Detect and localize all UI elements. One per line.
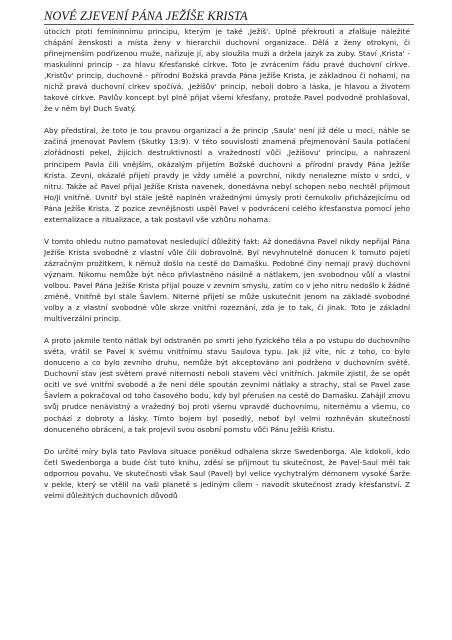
header-rule [44, 24, 414, 25]
running-header-title: NOVÉ ZJEVENÍ PÁNA JEŽÍŠE KRISTA [44, 9, 248, 23]
paragraph-5: Do určité míry byla tato Pavlova situace poněkud odhalena skrze Swedenborga. Ale kdokoli, kdo četl Swedenborga a bude číst tuto knihu, zděsí se přijmout tu skutečnost, že Pavel-Saul měl tak odpornou povahu. Ve skutečnosti však Saul (Pavel) byl velice vychytralým démonem vysoké Šarže v pekle, který se vtělil na vaši planetě s jediným cílem - navodit skutečnost zrady křesťanství. Z velmi důležitých duchovních důvodů [44, 446, 410, 500]
paragraph-1: útocích proti femininnímu principu, kterým je také ‚Ježíš'. Úplně překroutí a zfalšuje náležité chápání ženskosti a místa ženy v hierarchii duchovní organizace. Dělá z ženy otrokyni, či přinejmenším podřízenou muže, nařizuje jí, aby sloužila muži a držela jazyk za zuby. Staví ‚Krista' - maskulinní princip - za hlavu Křesťanské církve. Toto je zvrácením řádu pravé duchovní církve. ‚Kristův' princip, duchovně - přírodní Božská pravda Pána Ježíše Krista, je základnou či nohami, na nichž pravá duchovní církev spočívá. ‚Ježíšův' princip, neboli dobro a láska, je hlavou a životem takové církve. Pavlův koncept byl plně přijat všemi křesťany, protože Pavel podvodně prohlašoval, že v něm byl Duch Svatý. [44, 27, 410, 114]
body-text [44, 26, 410, 501]
paragraph-4: A proto jakmile tento nátlak byl odstraněn po smrti jeho fyzického těla a po vstupu do duchovního světa, vrátil se Pavel k svému vnitřnímu stavu Saulova typu. Jak již víte, nic z toho, co bylo donuceno a co bylo zevního druhu, nemůže být akceptováno ani podrženo v duchovním světě. Duchovní stav jest světem pravé niternosti neboli stavem věcí vnitřních. Jakmile zjistil, že se opět ocitl ve své vnitřní svobodě a že není déle spoután zevními nátlaky a strachy, stal se Pavel zase Šavlem a pokračoval od toho časového bodu, kdy byl přerušen na cestě do Damašku. Zahájil znovu svůj prudce nenávistný a vražedný boj proti všemu vpravdě duchovnímu, niternému a všemu, co pochází z dobroty a lásky. Tímto bojem byl posedlý, neboť byl velmi rozhněván skutečností donuceného obrácení, a tak projevil svou osobní pomstu vůči Pánu Ježíši Kristu. [44, 336, 410, 434]
paragraph-2: Aby předstíral, že toto je tou pravou organizací a že princip ‚Saula' není již déle u moci, náhle se začíná jmenovat Pavlem (Skutky 13:9). V této souvislosti znamená přejmenování Saula potlačení zlořádnosti pekel, žijících destruktivností a vražedností vůči ‚Ježíšovu' principu, a nahrazení principem Pavla čili vnějším, okázalým přijetím Božské duchovní a přírodní pravdy Pána Ježíše Krista. Zevní, okázalé přijetí pravdy je vždy umělé a povrchní, nikdy nenalezne místo v srdci, v nitru. Takže ač Pavel přijal Ježíše Krista navenek, donedávna nebyl schopen nebo nechtěl přijmout Ho/Ji vnitřně. Uvnitř byl stále ještě naplněn vražednými úmysly proti čemukoliv přicházejícímu od Pána Ježíše Krista. Z pozice zevnějšnosti uspěl Pavel v podvrácení celého křesťanstva pomocí jeho externalizace a ritualizace, a tak postavil vše vzhůru nohama. [44, 126, 410, 224]
paragraph-3: V tomto ohledu nutno pamatovat nesledující důležitý fakt: Až donedávna Pavel nikdy nepřijal Pána Ježíše Krista svobodně z vlastní vůle čili dobrovolně. Byl nevyhnutelně donucen k tomuto pojetí zázračným prožitkem, k němuž došlo na cestě do Damašku. Podobné činy nemají pravý duchovní význam. Nikomu nemůže být něco přivlastněno násilně a nátlakem, jen svobodnou vůlí a vlastní volbou. Pavel Pána Ježíše Krista přijal pouze v zevním smyslu, zatím co v jeho nitru nedošlo k žádné změně. Vnitřně byl stále Šavlem. Niterné přijetí se může uskutečnit jenom na základě svobodné volby a z vlastní svobodné vůle skrze vnitřní rozeznání, zda je to tak, či jinak. Toto je základní multiverzální princip. [44, 236, 410, 324]
